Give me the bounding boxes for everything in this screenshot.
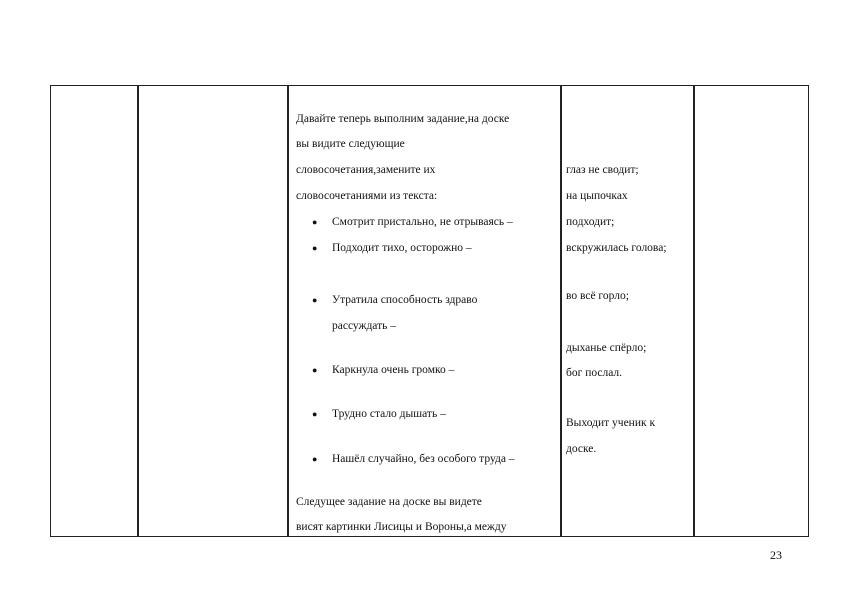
- next-task-line: висят картинки Лисицы и Вороны,а между: [296, 521, 507, 533]
- column-divider-3: [560, 85, 562, 537]
- bullet-item: Каркнула очень громко –: [332, 364, 455, 376]
- bullet-item: Подходит тихо, осторожно –: [332, 242, 472, 254]
- bullet-icon: ●: [312, 243, 318, 253]
- bullet-item: Утратила способность здраво: [332, 294, 478, 306]
- next-task-line: Следущее задание на доске вы видете: [296, 496, 482, 508]
- page-number: 23: [770, 548, 782, 562]
- bullet-icon: ●: [312, 365, 318, 375]
- bullet-icon: ●: [312, 454, 318, 464]
- answer-line: во всё горло;: [566, 290, 629, 302]
- table-frame: [50, 85, 809, 537]
- column-divider-1: [137, 85, 139, 537]
- intro-line: Давайте теперь выполним задание,на доске: [296, 113, 510, 125]
- intro-line: словосочетания,замените их: [296, 164, 436, 176]
- bullet-item: Нашёл случайно, без особого труда –: [332, 453, 515, 465]
- answer-line: доске.: [566, 443, 597, 455]
- bullet-icon: ●: [312, 295, 318, 305]
- bullet-item: Смотрит пристально, не отрываясь –: [332, 216, 513, 228]
- bullet-icon: ●: [312, 217, 318, 227]
- answer-line: бог послал.: [566, 367, 623, 379]
- answer-line: Выходит ученик к: [566, 417, 656, 429]
- answer-line: на цыпочках: [566, 190, 628, 202]
- answer-line: дыханье спёрло;: [566, 342, 647, 354]
- bullet-item: Трудно стало дышать –: [332, 408, 446, 420]
- bullet-item-continuation: рассуждать –: [332, 320, 397, 332]
- intro-line: словосочетаниями из текста:: [296, 190, 438, 202]
- column-divider-2: [287, 85, 289, 537]
- answer-line: глаз не сводит;: [566, 164, 639, 176]
- intro-line: вы видите следующие: [296, 138, 405, 150]
- answer-line: подходит;: [566, 216, 615, 228]
- column-divider-4: [693, 85, 695, 537]
- bullet-icon: ●: [312, 409, 318, 419]
- answer-line: вскружилась голова;: [566, 242, 667, 254]
